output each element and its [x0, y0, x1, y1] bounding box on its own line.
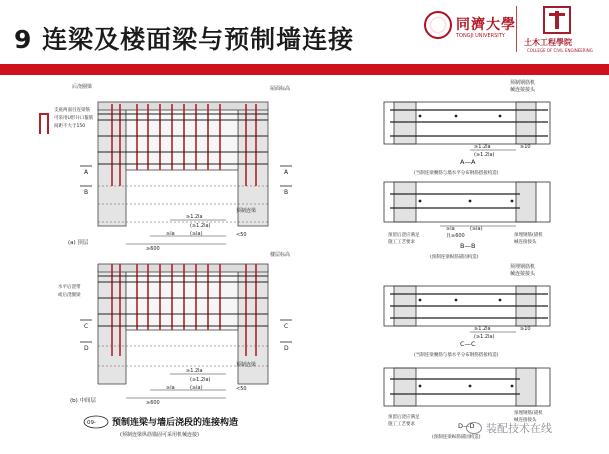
aa-title: A—A [460, 158, 476, 166]
dd-title: D—D [458, 422, 475, 430]
sec-c-right: C [284, 323, 289, 330]
bb-right-2: 械连接接头 [514, 240, 537, 245]
caption-mid-floor: (b) 中间层 [70, 398, 97, 404]
main-caption [84, 416, 238, 438]
aa-dim-b: (≥1.2la) [474, 152, 495, 158]
aa-dim-c: ≥10 [520, 144, 531, 150]
sec-a-right: A [284, 169, 289, 176]
sec-b-left: B [84, 189, 89, 196]
bb-dim-a: ≥la [446, 226, 455, 232]
sec-b-right: B [284, 189, 289, 196]
caption-number: 09- [87, 420, 96, 426]
label-floor-elevation: 楼层标高 [270, 252, 291, 258]
wechat-icon [466, 422, 482, 434]
dim-1-2la-a: ≥1.2la [186, 214, 203, 220]
section-c-c [384, 263, 550, 358]
cc-dim-b: (≥1.2la) [474, 334, 495, 340]
cc-note-2: 械连接接头 [510, 271, 536, 277]
cc-title: C—C [460, 340, 476, 348]
left-drawing-mid-floor [58, 251, 292, 406]
cc-dim-c: ≥10 [520, 326, 531, 332]
dim-la-d: (≥la) [190, 385, 203, 391]
college-logo-en: COLLEGE OF CIVIL ENGINEERING [527, 48, 593, 53]
dim-50-b: <50 [236, 386, 247, 392]
label-precast-beam-a: 预制连梁 [236, 208, 257, 214]
label-support-bars: 支座两面目连梁筋 [54, 108, 90, 113]
aa-subtitle: (当制连梁腰筋与墙水平分布钢筋搭接构造) [414, 171, 499, 176]
dd-left-1: 预留后浇应满足 [388, 415, 420, 420]
dim-600-b: ≥600 [146, 400, 160, 406]
title-accent-bar [0, 64, 609, 75]
logo-divider [516, 6, 517, 52]
college-emblem-icon [543, 6, 571, 34]
college-logo-cn: 土木工程學院 [524, 38, 572, 47]
aa-note-2: 械连接接头 [510, 87, 536, 93]
caption-top-floor: (a) 顶层 [68, 240, 89, 246]
bb-left-2: 施工工艺要求 [388, 240, 415, 245]
aa-note-1: 预制钢筋机 [510, 80, 536, 86]
label-post-cast-ring-beam: 后浇圈梁 [72, 84, 93, 90]
left-drawing-top-floor [40, 83, 292, 252]
sec-c-left: C [84, 323, 89, 330]
watermark-text: 装配技术在线 [486, 422, 552, 435]
dd-right-1: 预埋钢筋(锚机 [514, 411, 543, 416]
caption-subtitle: (预制连梁纵筋锚固可采用机械连接) [120, 432, 199, 438]
label-u-stirrup: 可采用U形开口箍筋 [54, 116, 94, 121]
caption-title: 预制连梁与墙后浇段的连接构造 [112, 418, 239, 428]
section-b-b [384, 182, 550, 260]
sec-d-right: D [284, 345, 289, 352]
university-seal-icon [424, 11, 452, 39]
dim-600-a: ≥600 [146, 246, 160, 252]
dim-1-2la-d: (≥1.2la) [190, 377, 211, 383]
cc-note-1: 预埋钢筋机 [510, 264, 536, 270]
tongji-logo-en: TONGJI UNIVERSITY [456, 33, 505, 39]
label-horizontal-band: 水平后浇带 [58, 285, 81, 290]
dim-1-2la-b: (≥1.2la) [190, 223, 211, 229]
slide-title: 9 连梁及楼面梁与预制墙连接 [14, 25, 355, 54]
dim-50-a: <50 [236, 232, 247, 238]
civil-engineering-logo [521, 6, 607, 56]
bb-right-1: 预埋钢筋(锚机 [514, 233, 543, 238]
aa-dim-a: ≥1.2la [474, 144, 491, 150]
label-ring-beam-alt: 或后浇圈梁 [58, 293, 81, 298]
dd-subtitle: (预制连梁纵筋锚固构造) [432, 435, 481, 440]
construction-drawings [0, 76, 609, 454]
bb-dim-b: (≥la) [470, 226, 483, 232]
sec-d-left: D [84, 345, 89, 352]
dim-la-b: (≥la) [190, 231, 203, 237]
cc-dim-a: ≥1.2la [474, 326, 491, 332]
dd-right-2: 械连接接头 [514, 418, 537, 423]
watermark [466, 420, 552, 436]
sec-a-left: A [84, 169, 89, 176]
dim-la-a: ≥la [166, 231, 175, 237]
cc-subtitle: (当制连梁腰筋与墙水平分布钢筋搭接构造) [414, 353, 499, 358]
bb-dim-c: 且≥600 [446, 233, 465, 239]
tongji-logo [424, 8, 516, 54]
dim-la-c: ≥la [166, 385, 175, 391]
tongji-logo-cn: 同濟大學 [456, 17, 516, 33]
bb-subtitle: (预制连梁纵筋锚固构造) [430, 255, 479, 260]
section-a-a [384, 79, 550, 176]
label-precast-beam-b: 预制连梁 [236, 362, 257, 368]
bb-title: B—B [460, 242, 476, 250]
dd-left-2: 施工工艺要求 [388, 422, 415, 427]
label-roof-elevation: 屋面标高 [270, 86, 291, 92]
label-spacing: 间距不大于150 [54, 124, 86, 129]
bb-left-1: 预留后浇应满足 [388, 233, 420, 238]
dim-1-2la-c: ≥1.2la [186, 368, 203, 374]
